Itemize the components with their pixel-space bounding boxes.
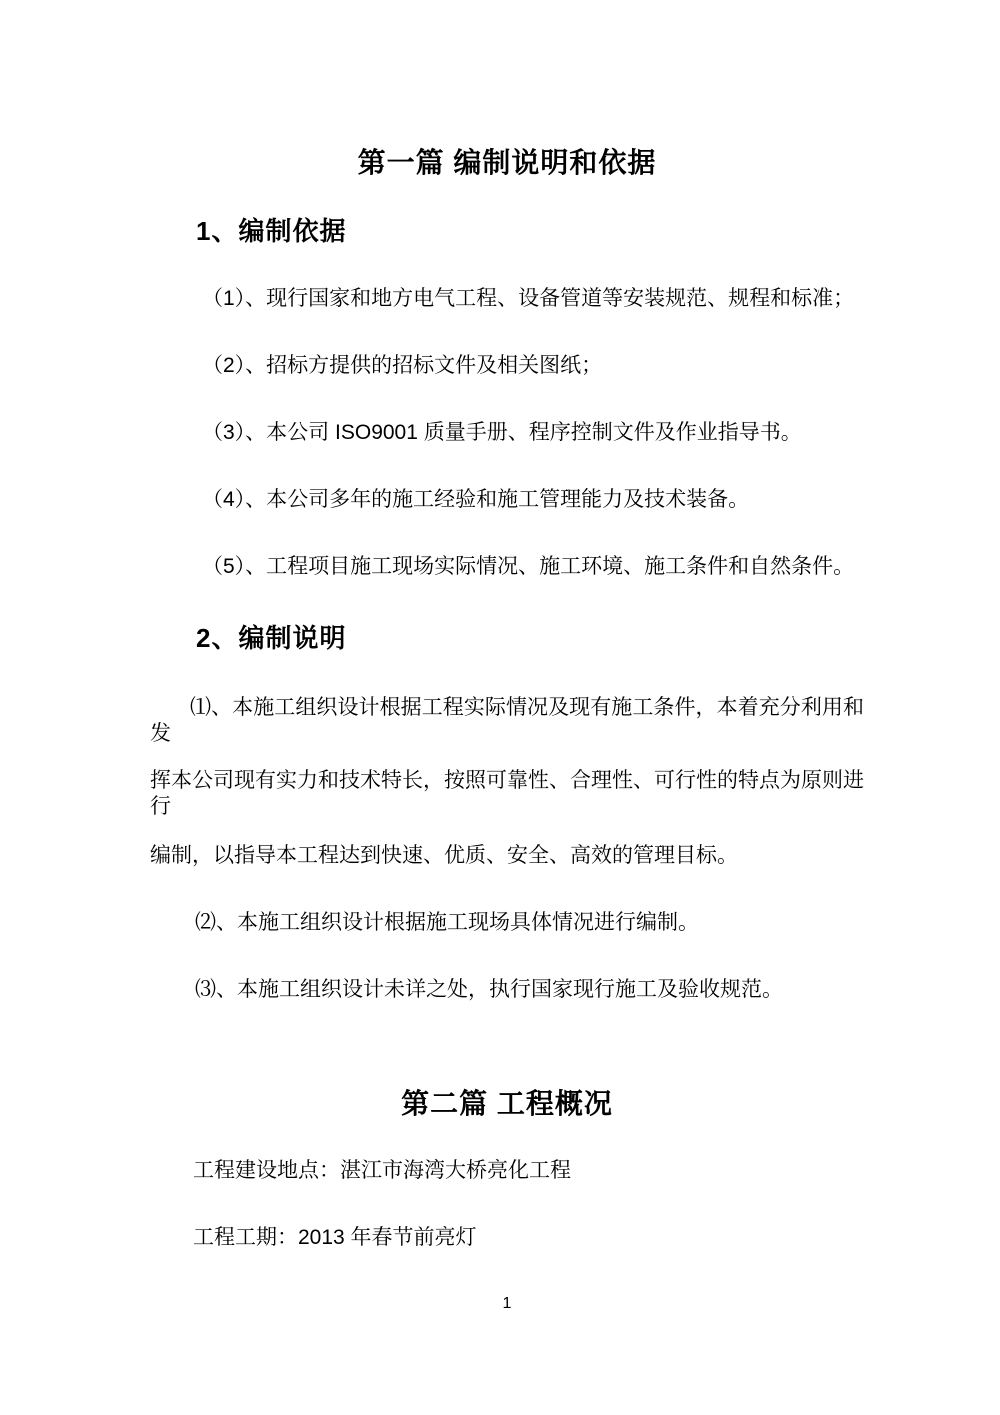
part1-title: 第一篇 编制说明和依据 — [357, 147, 657, 178]
section1-heading: 1、编制依据 — [196, 216, 347, 246]
part2-title: 第二篇 工程概况 — [401, 1088, 613, 1119]
explanation-item-2: ⑵、本施工组织设计根据施工现场具体情况进行编制。 — [195, 911, 699, 934]
project-duration: 工程工期：2013 年春节前亮灯 — [193, 1226, 477, 1249]
page-number: 1 — [502, 1295, 512, 1312]
basis-item-5: （5）、工程项目施工现场实际情况、施工环境、施工条件和自然条件。 — [202, 555, 855, 578]
explanation-paragraph-line-2: 挥本公司现有实力和技术特长，按照可靠性、合理性、可行性的特点为原则进行 — [150, 769, 864, 818]
explanation-paragraph-line-1: ⑴、本施工组织设计根据工程实际情况及现有施工条件，本着充分利用和发 — [150, 696, 864, 745]
explanation-item-3: ⑶、本施工组织设计未详之处，执行国家现行施工及验收规范。 — [195, 978, 783, 1001]
basis-item-3: （3）、本公司 ISO9001 质量手册、程序控制文件及作业指导书。 — [202, 421, 802, 444]
basis-item-1: （1）、现行国家和地方电气工程、设备管道等安装规范、规程和标准； — [202, 287, 855, 310]
explanation-paragraph-line-3: 编制，以指导本工程达到快速、优质、安全、高效的管理目标。 — [150, 844, 738, 867]
section2-heading: 2、编制说明 — [196, 623, 347, 653]
basis-item-2: （2）、招标方提供的招标文件及相关图纸； — [202, 354, 603, 377]
basis-item-4: （4）、本公司多年的施工经验和施工管理能力及技术装备。 — [202, 488, 750, 511]
project-location: 工程建设地点：湛江市海湾大桥亮化工程 — [193, 1159, 571, 1182]
